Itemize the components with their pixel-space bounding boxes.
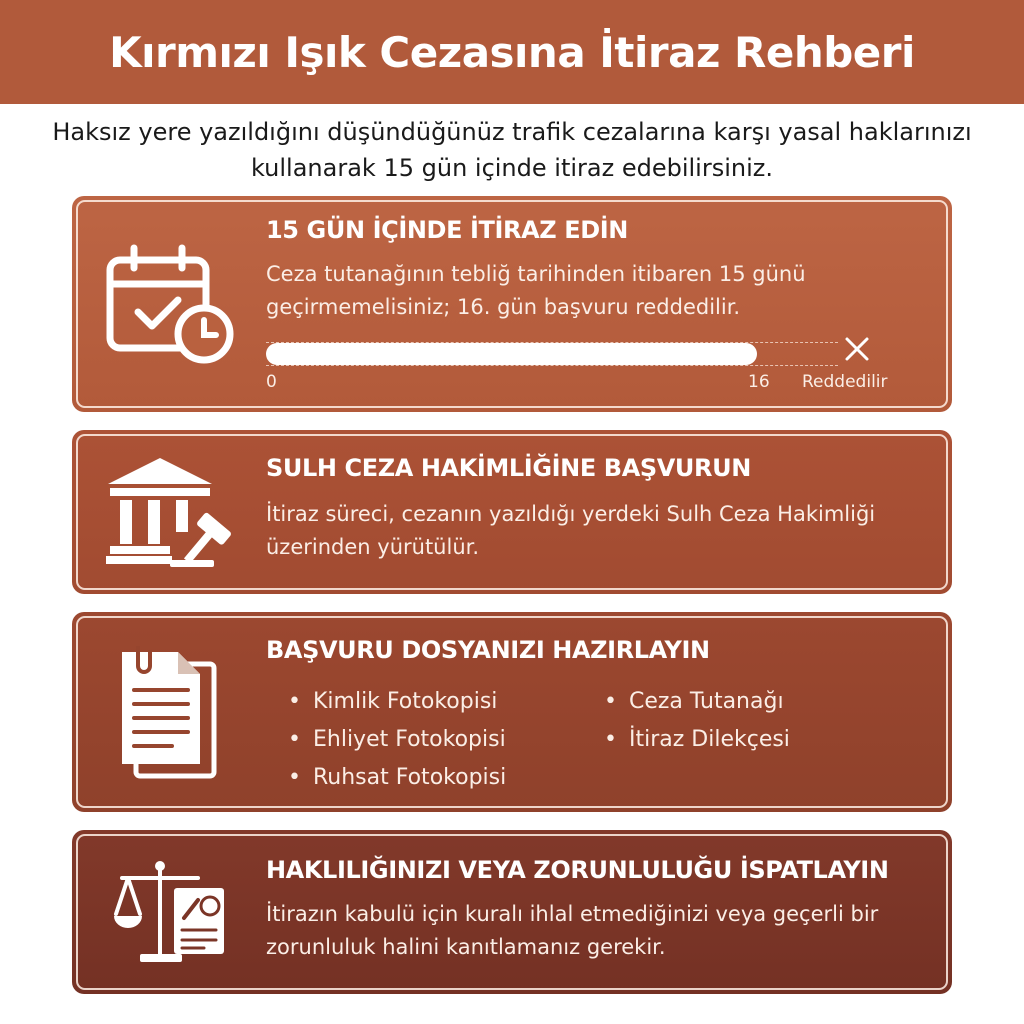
document-list <box>288 684 928 796</box>
list-item: • Kimlik Fotokopisi <box>288 684 604 720</box>
header-bar <box>0 0 1024 104</box>
card-description: İtiraz süreci, cezanın yazıldığı yerdeki Sulh Ceza Hakimliği üzerinden yürütülür. <box>266 502 876 559</box>
courthouse-gavel-icon <box>104 456 236 570</box>
card-title: HAKLILIĞINIZI VEYA ZORUNLULUĞU İSPATLAYIN <box>266 856 889 884</box>
card-description: İtirazın kabulü için kuralı ihlal etmediğinizi veya geçerli bir zorunluluk halini kanıtlamanız gerekir. <box>266 902 879 959</box>
card-description: Ceza tutanağının tebliğ tarihinden itibaren 15 günü geçirmemelisiniz; 16. gün başvuru reddedilir. <box>266 262 806 319</box>
list-item: • Ehliyet Fotokopisi <box>288 722 604 758</box>
list-item: • İtiraz Dilekçesi <box>604 722 924 758</box>
card-title: 15 GÜN İÇİNDE İTİRAZ EDİN <box>266 216 628 244</box>
tick-label-min: 0 <box>266 372 277 392</box>
card-title: BAŞVURU DOSYANIZI HAZIRLAYIN <box>266 636 710 664</box>
card-court <box>72 430 952 594</box>
documents-paperclip-icon <box>116 644 226 784</box>
card-title: SULH CEZA HAKİMLİĞİNE BAŞVURUN <box>266 454 751 482</box>
scales-document-icon <box>112 854 232 970</box>
tick-label-rejected: Reddedilir <box>802 372 888 392</box>
list-item: • Ruhsat Fotokopisi <box>288 760 604 796</box>
page-title: Kırmızı Işık Cezasına İtiraz Rehberi <box>109 27 915 77</box>
deadline-progress <box>266 340 926 390</box>
calendar-check-clock-icon <box>104 242 236 366</box>
tick-label-max: 16 <box>748 372 770 392</box>
list-item: • Ceza Tutanağı <box>604 684 924 720</box>
intro-text: Haksız yere yazıldığını düşündüğünüz trafik cezalarına karşı yasal haklarınızı kullanarak 15 gün içinde itiraz edebilirsiniz. <box>52 118 972 182</box>
card-proof <box>72 830 952 994</box>
progress-fill <box>266 343 757 365</box>
close-icon <box>844 336 870 362</box>
card-documents <box>72 612 952 812</box>
card-deadline <box>72 196 952 412</box>
